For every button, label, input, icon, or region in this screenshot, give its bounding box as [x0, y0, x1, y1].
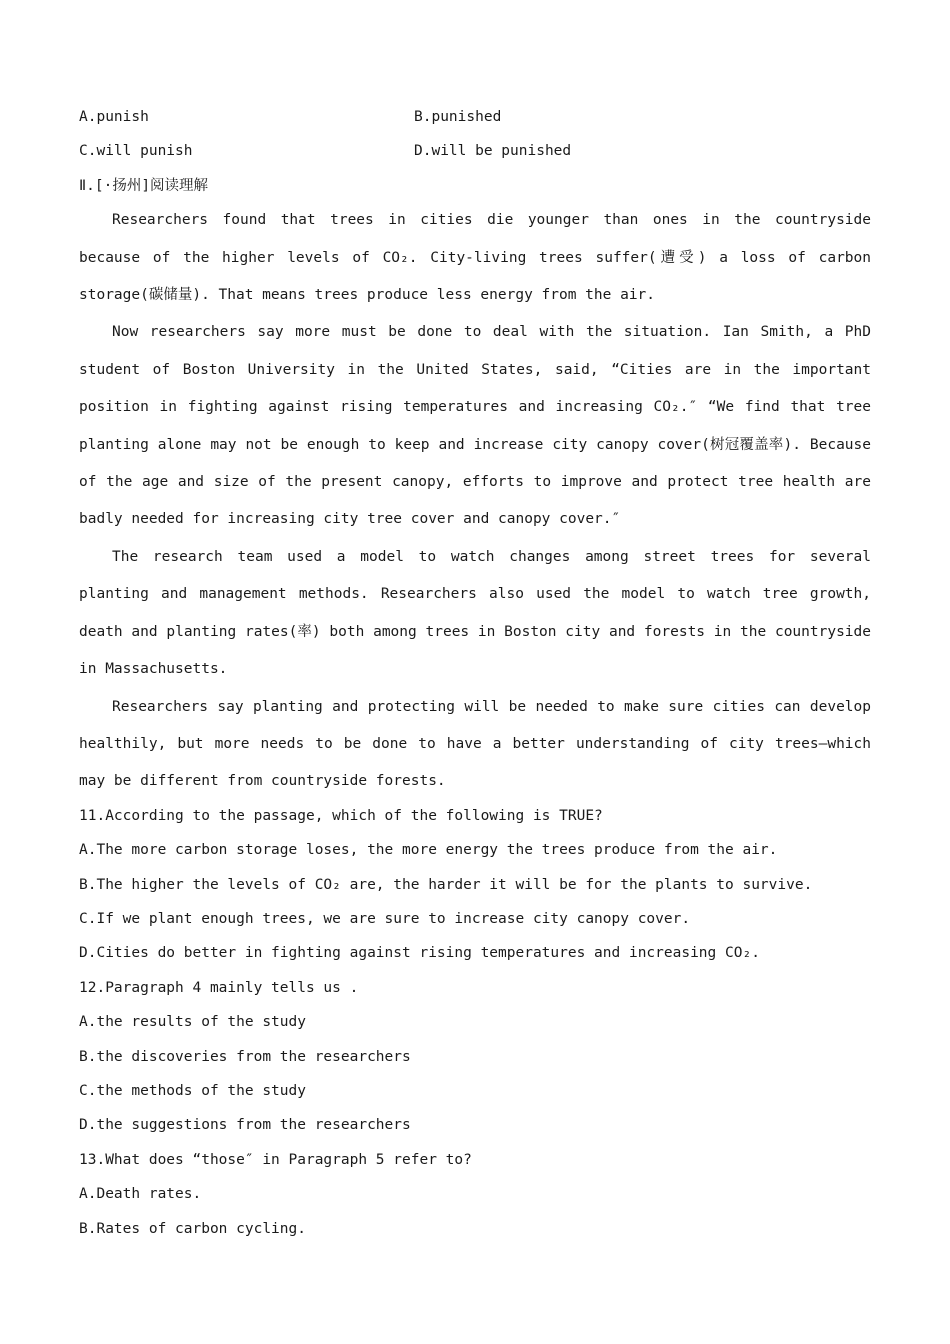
question-stem: 13.What does “those″ in Paragraph 5 refer to? [79, 1151, 472, 1168]
question-stem: 11.According to the passage, which of the following is TRUE? [79, 807, 603, 824]
passage-paragraph-1: Researchers found that trees in cities die younger than ones in the countryside because of the higher levels of CO₂. City-living trees suffer(遭受) a loss of carbon storage(碳储量). That means trees produce less energy from the air. [79, 212, 871, 304]
passage-paragraph-4: Researchers say planting and protecting will be needed to make sure cities can develop healthily, but more needs to be done to have a better understanding of city trees—which may be different from countryside forests. [79, 698, 871, 790]
question-option: A.the results of the study [79, 1014, 306, 1031]
option-d: D.will be punished [414, 143, 572, 160]
prev-question-options-row-2 [79, 134, 871, 168]
question-12 [79, 971, 871, 1143]
question-11 [79, 799, 871, 971]
question-option: D.the suggestions from the researchers [79, 1117, 411, 1134]
question-option: B.the discoveries from the researchers [79, 1048, 411, 1065]
question-option: D.Cities do better in fighting against rising temperatures and increasing CO₂. [79, 945, 760, 962]
document-page [79, 100, 871, 1246]
reading-passage [79, 202, 871, 801]
section-heading: Ⅱ.[·扬州]阅读理解 [79, 177, 209, 194]
question-option: B.Rates of carbon cycling. [79, 1220, 306, 1237]
passage-paragraph-2: Now researchers say more must be done to deal with the situation. Ian Smith, a PhD student of Boston University in the United States, said, “Cities are in the important position in fighting against rising temperatures and increasing CO₂.″ “We find that tree planting alone may not be enough to keep and increase city canopy cover(树冠覆盖率). Because of the age and size of the present canopy, efforts to improve and protect tree health are badly needed for increasing city tree cover and canopy cover.″ [79, 324, 871, 528]
option-a: A.punish [79, 109, 149, 125]
question-stem: 12.Paragraph 4 mainly tells us . [79, 979, 359, 996]
question-option: A.The more carbon storage loses, the more energy the trees produce from the air. [79, 842, 778, 859]
question-option: C.If we plant enough trees, we are sure to increase city canopy cover. [79, 910, 691, 927]
option-b: B.punished [414, 109, 502, 125]
question-option: B.The higher the levels of CO₂ are, the harder it will be for the plants to survive. [79, 876, 813, 893]
question-option: C.the methods of the study [79, 1082, 306, 1099]
passage-paragraph-3: The research team used a model to watch changes among street trees for several planting and management methods. Researchers also used the model to watch tree growth, death and planting rates(率) both among trees in Boston city and forests in the countryside in Massachusetts. [79, 548, 871, 678]
option-c: C.will punish [79, 143, 193, 160]
prev-question-options-row-1 [79, 100, 871, 134]
question-13 [79, 1143, 871, 1246]
question-option: A.Death rates. [79, 1186, 202, 1203]
